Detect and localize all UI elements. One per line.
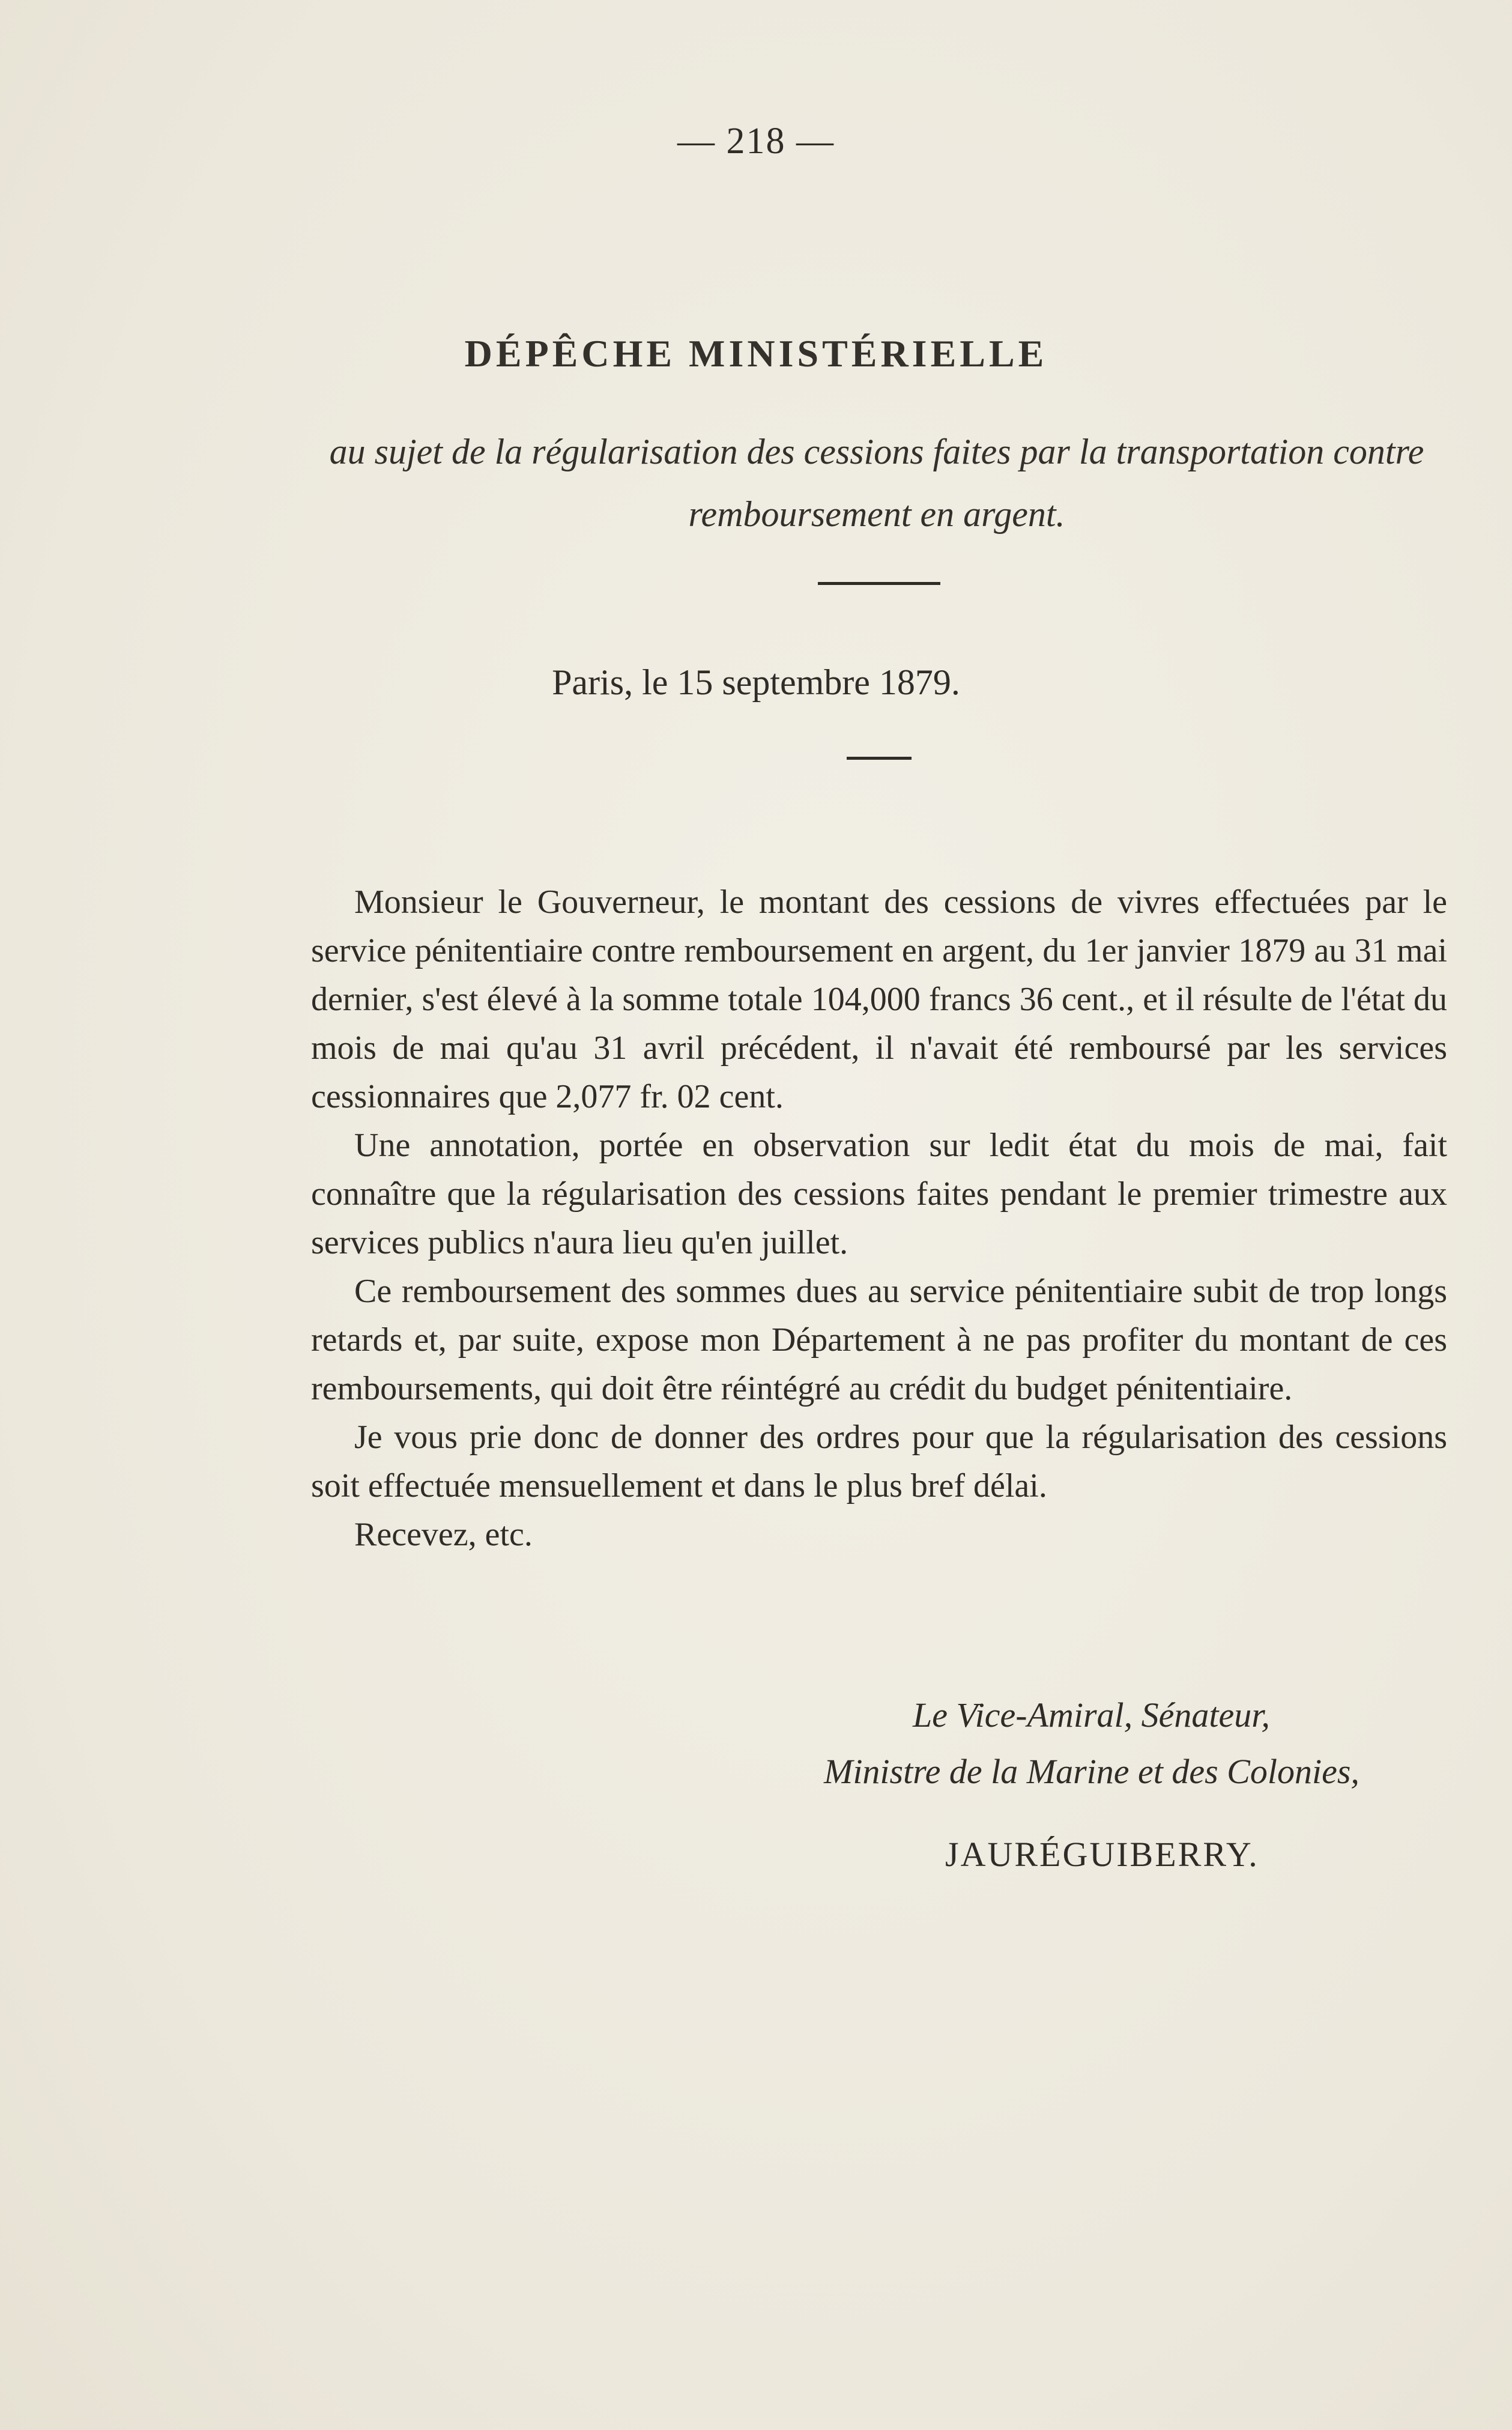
- title-divider: [818, 582, 940, 585]
- dateline: Paris, le 15 septembre 1879.: [552, 662, 960, 702]
- closing-formula: Recevez, etc.: [354, 1516, 533, 1553]
- document-title: DÉPÊCHE MINISTÉRIELLE: [464, 332, 1048, 375]
- body-paragraph: Ce remboursement des sommes dues au service pénitentiaire subit de trop longs retards et, par suite, expose mon Département à ne pas profiter du montant de ces remboursements, qui doit être réintégré au crédit du budget pénitentiaire.: [311, 1273, 1447, 1407]
- dateline-divider: [847, 757, 912, 760]
- page-number: — 218 —: [677, 121, 835, 162]
- body-paragraph: Je vous prie donc de donner des ordres pour que la régularisation des cessions soit effectuée mensuellement et dans le plus bref délai.: [311, 1419, 1447, 1504]
- letter-body: [311, 878, 1447, 1559]
- body-paragraph: Une annotation, portée en observation sur ledit état du mois de mai, fait connaître que la régularisation des cessions faites pendant le premier trimestre aux services publics n'aura lieu qu'en juillet.: [311, 1127, 1447, 1261]
- signature-office: Ministre de la Marine et des Colonies,: [824, 1752, 1359, 1791]
- body-paragraph: Monsieur le Gouverneur, le montant des cessions de vivres effectuées par le service pénitentiaire contre remboursement en argent, du 1er janvier 1879 au 31 mai dernier, s'est élevé à la somme totale 104,000 francs 36 cent., et il résulte de l'état du mois de mai qu'au 31 avril précédent, il n'avait été remboursé par les services cessionnaires que 2,077 fr. 02 cent.: [311, 883, 1447, 1115]
- signature-name: JAURÉGUIBERRY.: [945, 1835, 1259, 1874]
- signature-title: Le Vice-Amiral, Sénateur,: [913, 1695, 1270, 1735]
- document-subtitle: au sujet de la régularisation des cessions faites par la transportation contre remboursement en argent.: [329, 432, 1424, 534]
